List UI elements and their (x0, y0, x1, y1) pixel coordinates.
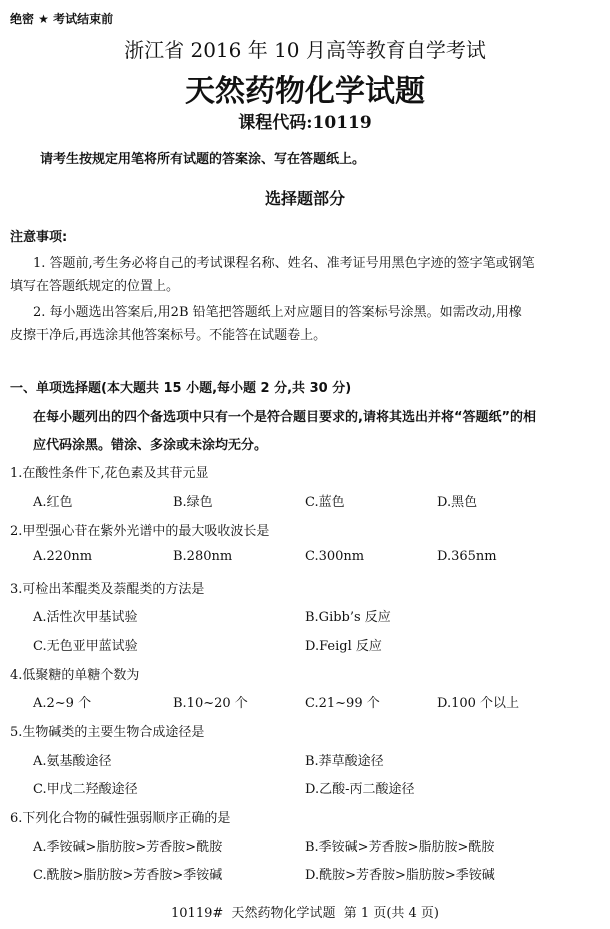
question-4-option-a: A.2~9 个 (33, 696, 92, 711)
question-6-stem: 6.下列化合物的碱性强弱顺序正确的是 (10, 811, 231, 826)
note-1-line-1: 1. 答题前,考生务必将自己的考试课程名称、姓名、准考证号用黑色字迹的签字笔或钢笔 (33, 256, 535, 271)
question-6-option-a: A.季铵碱>脂肪胺>芳香胺>酰胺 (33, 840, 223, 855)
page-footer: 10119# 天然药物化学试题 第 1 页(共 4 页) (171, 906, 439, 921)
question-4-option-c: C.21~99 个 (305, 696, 380, 711)
part1-desc-line-1: 在每小题列出的四个备选项中只有一个是符合题目要求的,请将其选出并将“答题纸”的相 (33, 410, 537, 425)
question-1-option-b: B.绿色 (173, 495, 213, 510)
note-1-line-2: 填写在答题纸规定的位置上。 (10, 279, 180, 294)
question-3-stem: 3.可检出苯醌类及萘醌类的方法是 (10, 582, 205, 597)
question-5-stem: 5.生物碱类的主要生物合成途径是 (10, 725, 205, 740)
part1-heading: 一、单项选择题(本大题共 15 小题,每小题 2 分,共 30 分) (10, 381, 352, 396)
question-2-option-b: B.280nm (173, 549, 233, 564)
question-1-stem: 1.在酸性条件下,花色素及其苷元显 (10, 466, 209, 481)
question-1-option-c: C.蓝色 (305, 495, 345, 510)
course-code: 课程代码:10119 (238, 113, 372, 133)
secret-mark: 绝密 ★ 考试结束前 (10, 12, 114, 26)
question-5-option-b: B.莽草酸途径 (305, 754, 384, 769)
question-1-option-a: A.红色 (33, 495, 73, 510)
question-2-option-c: C.300nm (305, 549, 365, 564)
instruction: 请考生按规定用笔将所有试题的答案涂、写在答题纸上。 (40, 152, 366, 167)
question-3-option-a: A.活性次甲基试验 (33, 610, 138, 625)
question-5-option-d: D.乙酸-丙二酸途径 (305, 782, 415, 797)
note-2-line-2: 皮擦干净后,再选涂其他答案标号。不能答在试题卷上。 (10, 328, 327, 343)
question-3-option-c: C.无色亚甲蓝试验 (33, 639, 138, 654)
note-2-line-1: 2. 每小题选出答案后,用2B 铅笔把答题纸上对应题目的答案标号涂黑。如需改动,用橡 (33, 305, 522, 320)
question-5-option-a: A.氨基酸途径 (33, 754, 112, 769)
section-title: 选择题部分 (264, 189, 345, 208)
question-4-option-d: D.100 个以上 (437, 696, 520, 711)
question-4-stem: 4.低聚糖的单糖个数为 (10, 668, 140, 683)
question-5-option-c: C.甲戊二羟酸途径 (33, 782, 138, 797)
question-6-option-d: D.酰胺>芳香胺>脂肪胺>季铵碱 (305, 868, 495, 883)
question-4-option-b: B.10~20 个 (173, 696, 248, 711)
question-2-option-d: D.365nm (437, 549, 497, 564)
question-2-option-a: A.220nm (33, 549, 93, 564)
exam-line: 浙江省 2016 年 10 月高等教育自学考试 (124, 38, 486, 62)
question-1-option-d: D.黑色 (437, 495, 478, 510)
question-2-stem: 2.甲型强心苷在紫外光谱中的最大吸收波长是 (10, 524, 270, 539)
question-6-option-b: B.季铵碱>芳香胺>脂肪胺>酰胺 (305, 840, 495, 855)
question-3-option-b: B.Gibb’s 反应 (305, 610, 391, 625)
part1-desc-line-2: 应代码涂黑。错涂、多涂或未涂均无分。 (33, 438, 268, 453)
page-title: 天然药物化学试题 (185, 74, 425, 109)
question-3-option-d: D.Feigl 反应 (305, 639, 382, 654)
notes-title: 注意事项: (10, 230, 68, 245)
question-6-option-c: C.酰胺>脂肪胺>芳香胺>季铵碱 (33, 868, 223, 883)
